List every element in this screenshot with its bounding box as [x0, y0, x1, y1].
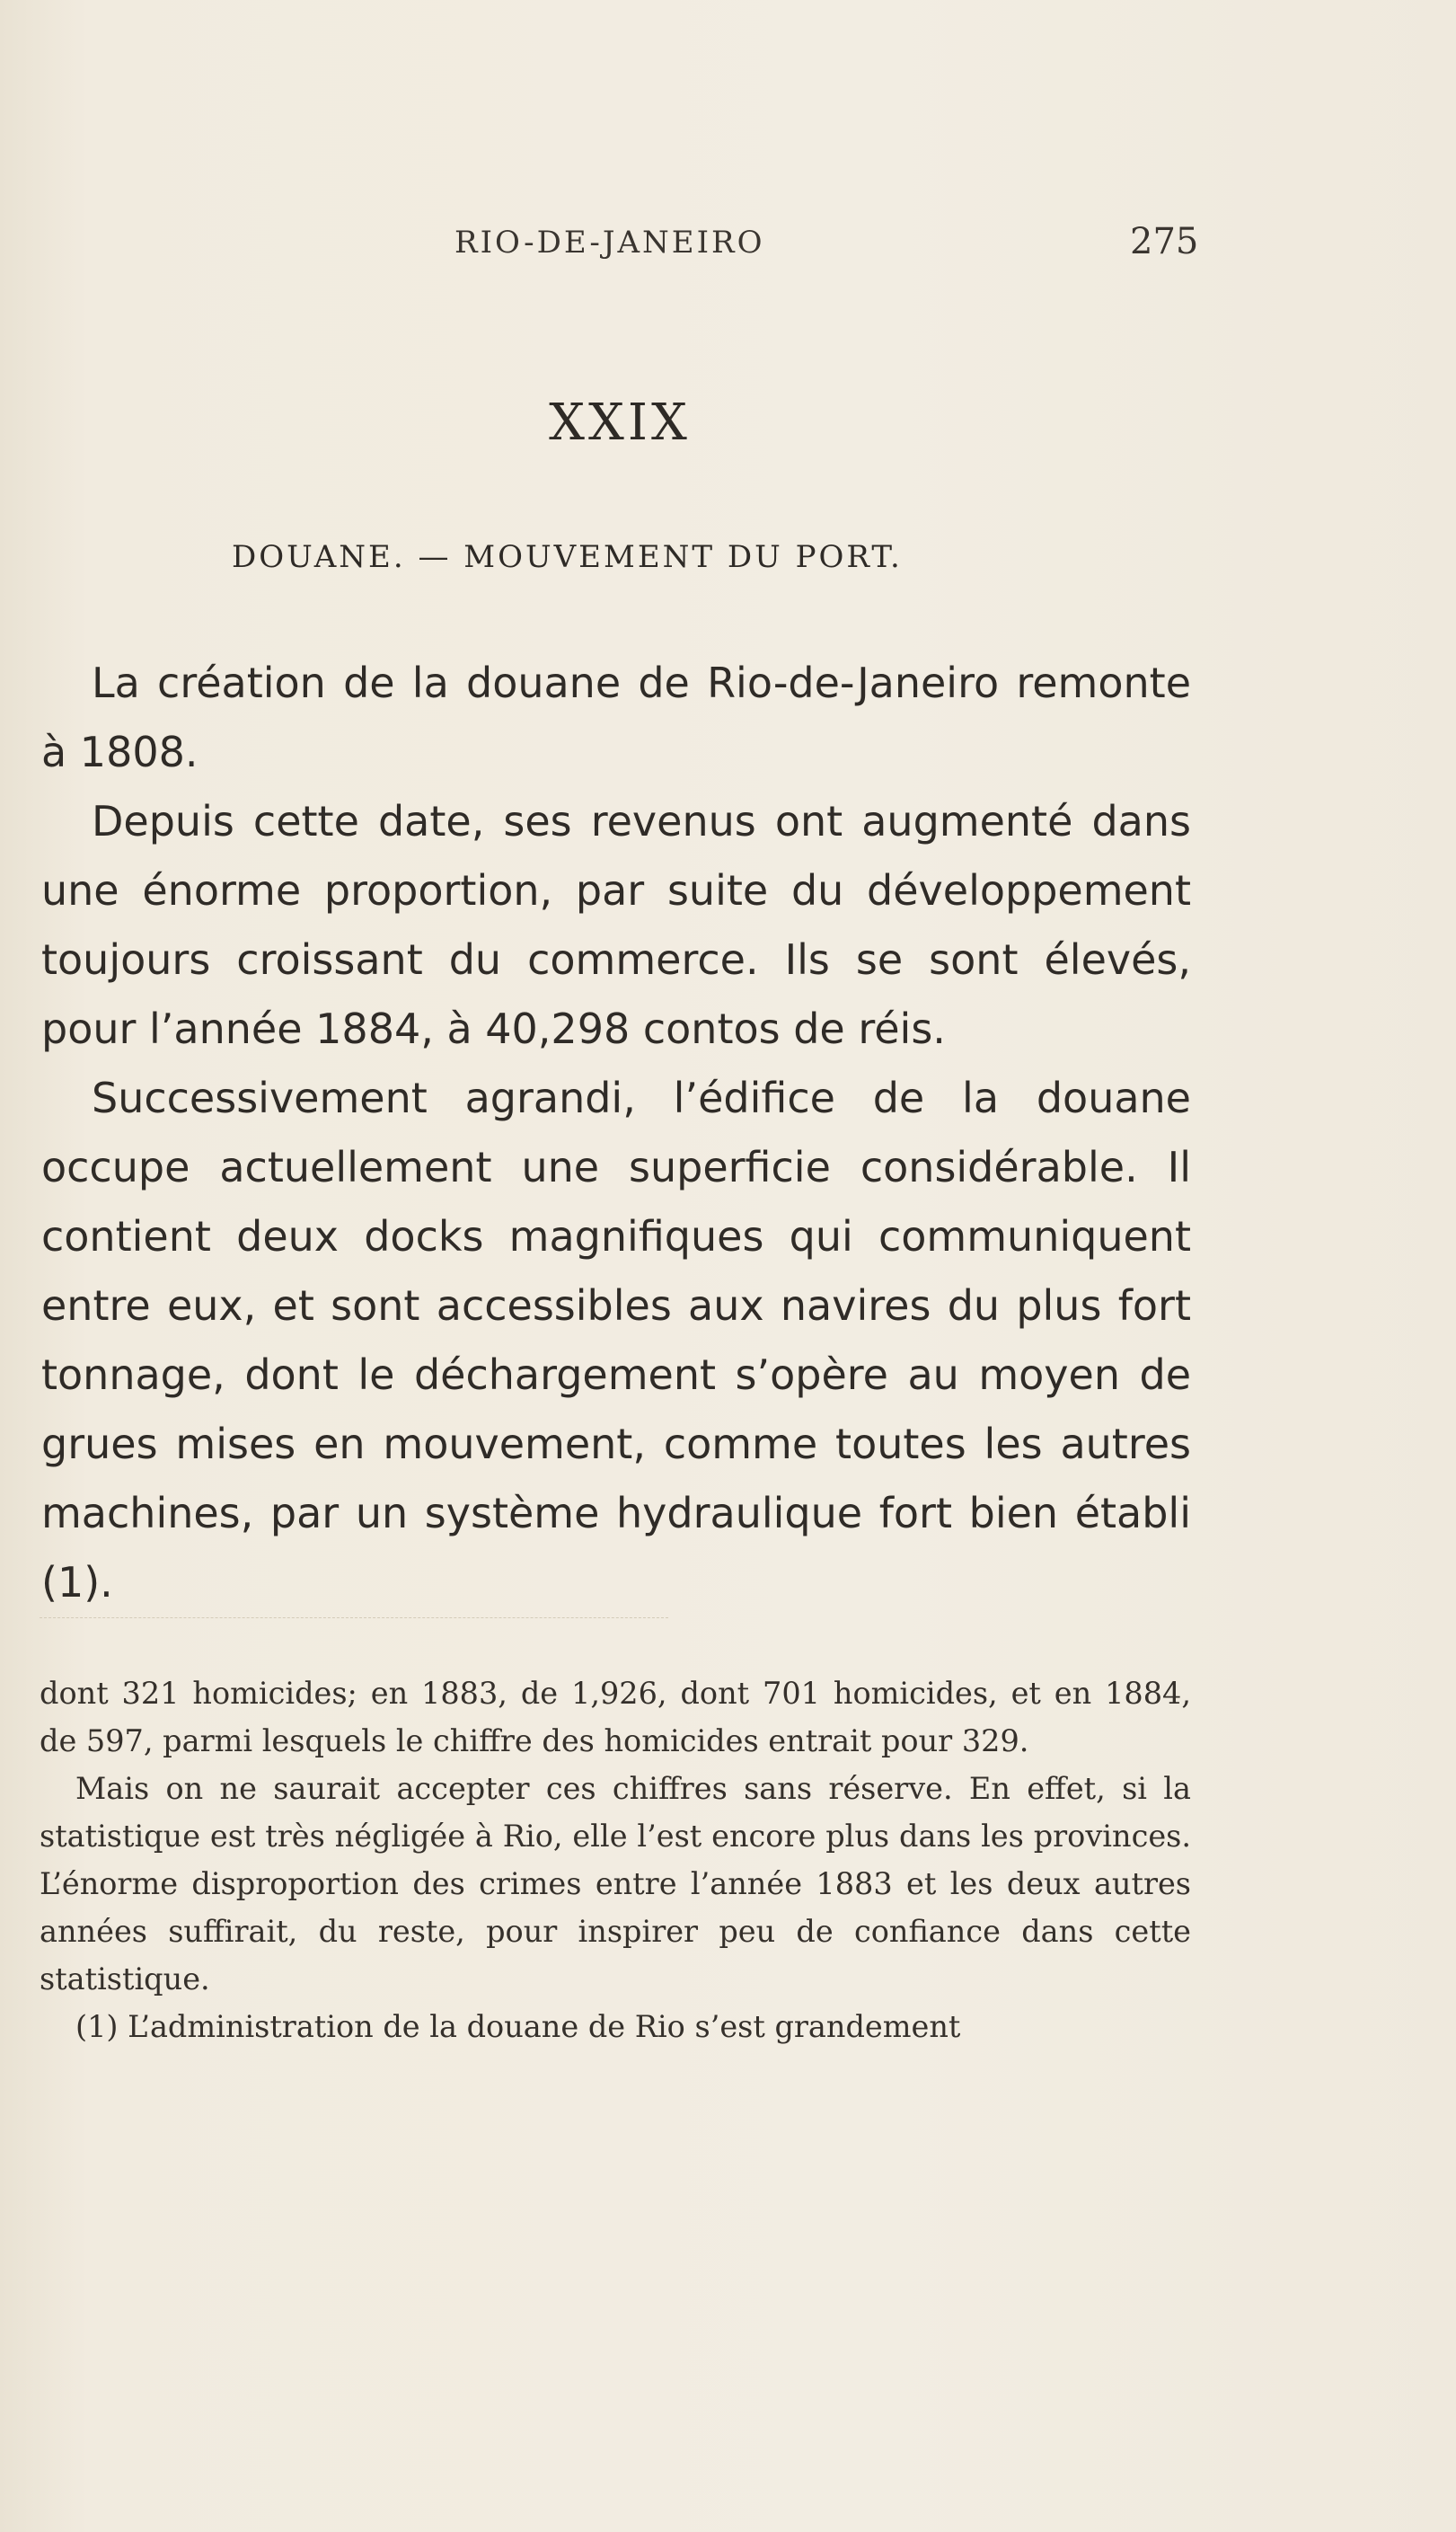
- running-title: RIO-DE-JANEIRO: [454, 225, 765, 261]
- chapter-title: DOUANE. — MOUVEMENT DU PORT.: [232, 539, 903, 575]
- body-paragraph: Depuis cette date, ses revenus ont augmenté dans une énorme proportion, par suite du développement toujours croissant du commerce. Ils se sont élevés, pour l’année 1884, à 40,298 contos de réis.: [41, 797, 1191, 1053]
- body-paragraph: Successivement agrandi, l’édifice de la douane occupe actuellement une superficie considérable. Il contient deux docks magnifiques qui communiquent entre eux, et sont accessibles aux navires du plus fort tonnage, dont le déchargement s’opère au moyen de grues mises en mouvement, comme toutes les autres machines, par un système hydraulique fort bien établi (1).: [41, 1074, 1191, 1607]
- chapter-body: [41, 649, 1191, 1617]
- footnotes: [40, 1669, 1191, 2050]
- running-header: [0, 221, 1456, 279]
- footnote-paragraph: Mais on ne saurait accepter ces chiffres sans réserve. En effet, si la statistique est très négligée à Rio, elle l’est encore plus dans les provinces. L’énorme disproportion des crimes entre l’année 1883 et les deux autres années suffirait, du reste, pour inspirer peu de confiance dans cette statistique.: [40, 1771, 1191, 1996]
- footnote-continuation: dont 321 homicides; en 1883, de 1,926, dont 701 homicides, et en 1884, de 597, parmi lesquels le chiffre des homicides entrait pour 329.: [40, 1676, 1191, 1758]
- page-number: 275: [1130, 221, 1199, 262]
- footnote-1: (1) L’administration de la douane de Rio s’est grandement: [75, 2009, 961, 2044]
- body-paragraph: La création de la douane de Rio-de-Janeiro remonte à 1808.: [41, 659, 1191, 776]
- footnote-separator: [40, 1617, 668, 1618]
- chapter-number: XXIX: [549, 394, 691, 452]
